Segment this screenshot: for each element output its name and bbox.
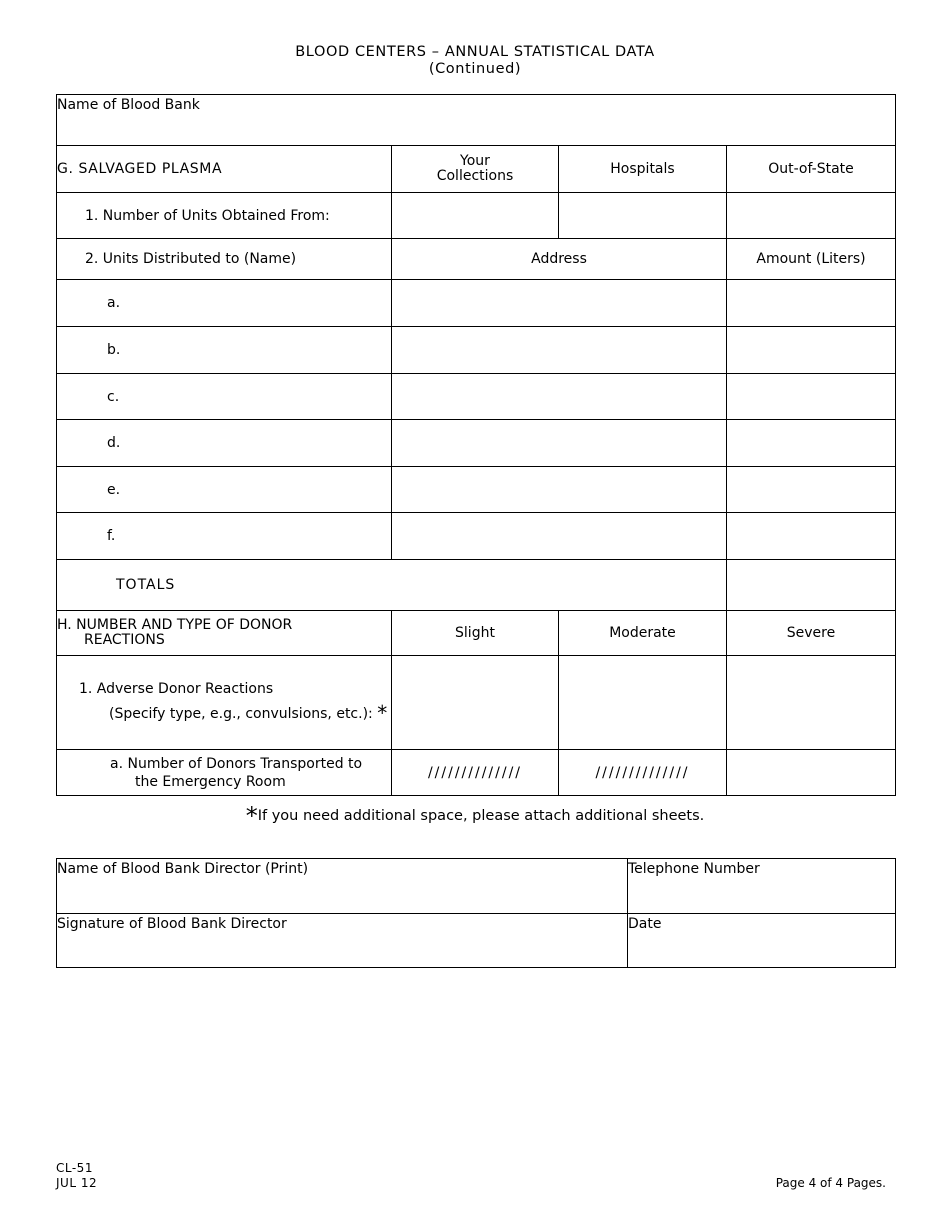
adverse-reactions-row: [57, 656, 896, 750]
form-title-main: BLOOD CENTERS – ANNUAL STATISTICAL DATA: [295, 44, 655, 60]
asterisk-mark: *: [377, 700, 388, 725]
amount-input[interactable]: [727, 280, 896, 327]
telephone-field[interactable]: [628, 859, 896, 914]
adverse-moderate-input[interactable]: [559, 656, 727, 750]
bank-name-label: Name of Blood Bank: [57, 97, 200, 113]
row-letter: e.: [57, 467, 392, 513]
col-slight: Slight: [392, 611, 559, 656]
bank-name-row: [57, 95, 896, 146]
col-your-line2: Collections: [436, 168, 514, 184]
adverse-reactions-label: [57, 656, 392, 750]
address-input[interactable]: [392, 420, 727, 467]
units-obtained-label: 1. Number of Units Obtained From:: [57, 193, 392, 239]
units-out-of-state-input[interactable]: [727, 193, 896, 239]
main-form-table: [56, 94, 896, 796]
col-out-of-state: Out-of-State: [727, 146, 896, 193]
date-field[interactable]: [628, 914, 896, 968]
units-obtained-row: [57, 193, 896, 239]
units-your-collections-input[interactable]: [392, 193, 559, 239]
amount-input[interactable]: [727, 513, 896, 560]
er-transport-label: [57, 750, 392, 796]
bank-name-field[interactable]: [57, 95, 896, 146]
section-h-header: [57, 611, 896, 656]
section-g-header: [57, 146, 896, 193]
adverse-reactions-line2: (Specify type, e.g., convulsions, etc.):: [109, 705, 373, 722]
distribution-row: [57, 513, 896, 560]
address-input[interactable]: [392, 467, 727, 513]
distribution-row: [57, 374, 896, 420]
director-name-label: Name of Blood Bank Director (Print): [57, 861, 309, 877]
row-letter: a.: [57, 280, 392, 327]
row-letter: d.: [57, 420, 392, 467]
distributed-label: 2. Units Distributed to (Name): [57, 239, 392, 280]
distribution-row: [57, 327, 896, 374]
units-hospitals-input[interactable]: [559, 193, 727, 239]
date-label: Date: [628, 916, 662, 932]
distribution-row: [57, 420, 896, 467]
address-input[interactable]: [392, 374, 727, 420]
amount-input[interactable]: [727, 327, 896, 374]
amount-input[interactable]: [727, 467, 896, 513]
er-transport-line1: a. Number of Donors Transported to: [110, 755, 363, 772]
signature-row: [57, 914, 896, 968]
signature-table: [56, 858, 896, 968]
col-address: Address: [392, 239, 727, 280]
form-title: [0, 44, 950, 78]
er-transport-row: [57, 750, 896, 796]
section-h-title-line2: REACTIONS: [84, 632, 165, 648]
col-your-collections: [392, 146, 559, 193]
totals-row: [57, 560, 896, 611]
address-input[interactable]: [392, 513, 727, 560]
section-h-title: [57, 611, 392, 656]
col-amount: Amount (Liters): [727, 239, 896, 280]
form-revision-date: JUL 12: [56, 1176, 98, 1190]
er-severe-input[interactable]: [727, 750, 896, 796]
totals-input[interactable]: [727, 560, 896, 611]
row-letter: b.: [57, 327, 392, 374]
er-transport-line2: the Emergency Room: [135, 773, 286, 790]
adverse-reactions-line1: 1. Adverse Donor Reactions: [79, 680, 274, 697]
slashes-moderate: //////////////: [559, 750, 727, 796]
note-asterisk: *: [245, 802, 258, 830]
slashes-slight: //////////////: [392, 750, 559, 796]
page-number: Page 4 of 4 Pages.: [775, 1176, 886, 1190]
distributed-header-row: [57, 239, 896, 280]
form-id: CL-51: [56, 1161, 93, 1175]
totals-label: TOTALS: [57, 560, 727, 611]
address-input[interactable]: [392, 280, 727, 327]
note-text: If you need additional space, please attach additional sheets.: [257, 808, 705, 824]
form-title-sub: (Continued): [428, 61, 522, 77]
director-row: [57, 859, 896, 914]
col-moderate: Moderate: [559, 611, 727, 656]
form-id-block: [56, 1161, 97, 1191]
row-letter: c.: [57, 374, 392, 420]
adverse-slight-input[interactable]: [392, 656, 559, 750]
additional-space-note: [0, 802, 950, 830]
col-severe: Severe: [727, 611, 896, 656]
signature-label: Signature of Blood Bank Director: [57, 916, 287, 932]
distribution-row: [57, 280, 896, 327]
section-g-title: G. SALVAGED PLASMA: [57, 146, 392, 193]
row-letter: f.: [57, 513, 392, 560]
section-h-title-line1: H. NUMBER AND TYPE OF DONOR: [57, 617, 293, 633]
adverse-reactions-line2-wrap: [79, 701, 391, 725]
adverse-severe-input[interactable]: [727, 656, 896, 750]
address-input[interactable]: [392, 327, 727, 374]
amount-input[interactable]: [727, 420, 896, 467]
telephone-label: Telephone Number: [628, 861, 760, 877]
distribution-row: [57, 467, 896, 513]
col-hospitals: Hospitals: [559, 146, 727, 193]
signature-field[interactable]: [57, 914, 628, 968]
director-name-field[interactable]: [57, 859, 628, 914]
col-your-line1: Your: [460, 153, 490, 169]
amount-input[interactable]: [727, 374, 896, 420]
